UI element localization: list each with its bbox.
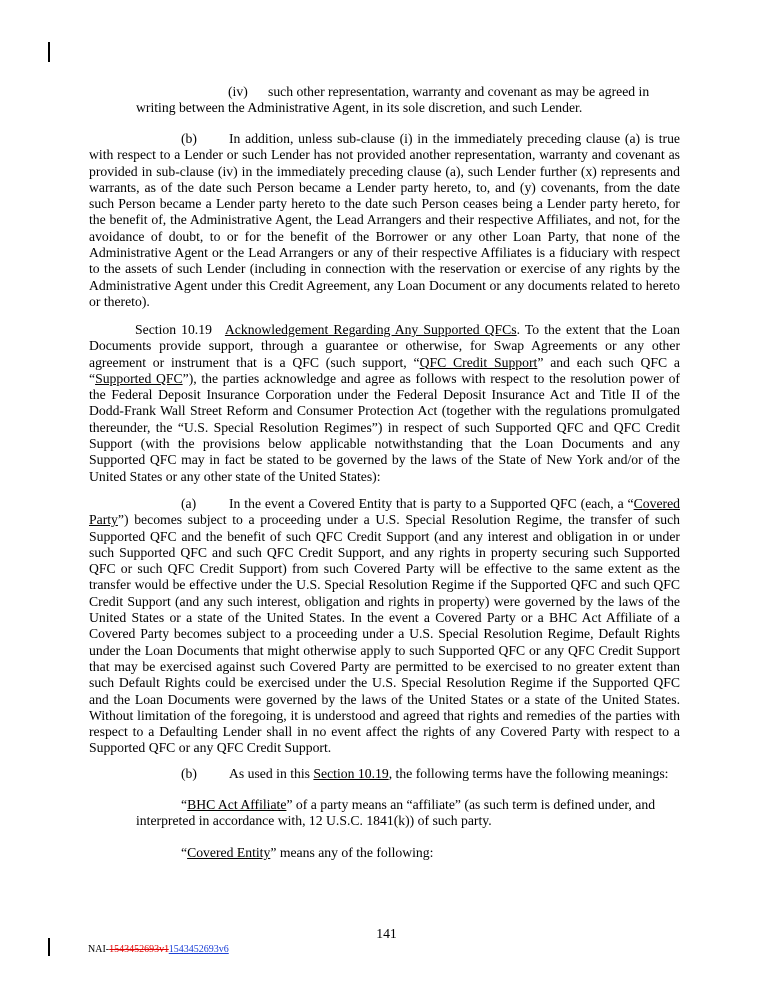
term-covered-party: Covered Party	[89, 496, 680, 528]
clause-iv-line2: writing between the Administrative Agent, in its sole discretion, and such Lender.	[136, 100, 583, 116]
clause-iv	[136, 84, 680, 117]
section-reference: Section 10.19	[313, 766, 389, 781]
section-10-19	[89, 322, 680, 485]
clause-a-text-1: In the event a Covered Entity that is party to a Supported QFC (each, a “	[229, 496, 634, 511]
clause-a	[89, 496, 680, 757]
clause-b2-text-2: , the following terms have the following meanings:	[388, 766, 669, 781]
section-heading: Acknowledgement Regarding Any Supported QFCs	[224, 322, 517, 337]
term-supported-qfc: Supported QFC	[95, 370, 183, 386]
definition-bhc-act-affiliate	[136, 797, 680, 830]
bhc-open-quote: “	[181, 797, 188, 812]
bhc-text-first: ” of a party means an “affiliate” (as such term is defined under, and	[286, 797, 656, 812]
section-text-2: ” and each such QFC a “	[89, 354, 680, 386]
clause-a-text-2: ”) becomes subject to a proceeding under a U.S. Special Resolution Regime, the transfer of such Supported QFC and the benefit of such QFC Credit Support (and any interest and obligation in or under such Supported QFC and such QFC Credit Support, and any rights in property securing such Supported QFC or such QFC Credit Support) from such Covered Party will be effective to the same extent as the transfer would be effective under the U.S. Special Resolution Regime if the Supported QFC and such QFC Credit Support (and any such interest, obligation and rights in property) were governed by the laws of the United States or a state of the United States. In the event a Covered Party or a BHC Act Affiliate of a Covered Party becomes subject to a proceeding under a U.S. Special Resolution Regime, Default Rights under the Loan Documents that might otherwise apply to such Supported QFC or any QFC Credit Support that may be exercised against such Covered Party are permitted to be exercised to no greater extent than such Default Rights could be exercised under the U.S. Special Resolution Regime if the Supported QFC and the Loan Documents were governed by the laws of the United States or a state of the United States. Without limitation of the foregoing, it is understood and agreed that rights and remedies of the parties with respect to a Defaulting Lender shall in no event affect the rights of any Covered Party with respect to a Supported QFC or any QFC Credit Support.	[89, 512, 680, 756]
term-bhc-act-affiliate: BHC Act Affiliate	[187, 797, 287, 812]
section-text-3: ”), the parties acknowledge and agree as follows with respect to the resolution power of the Federal Deposit Insurance Corporation under the Federal Deposit Insurance Act and Title II of the Dodd-Frank Wall Street Reform and Consumer Protection Act (together with the regulations promulgated thereunder, the “U.S. Special Resolution Regimes”) in respect of such Supported QFC and QFC Credit Support (with the provisions below applicable notwithstanding that the Loan Documents and any Supported QFC may in fact be stated to be governed by the laws of the State of New York and/or of the United States or any other state of the United States):	[89, 370, 680, 484]
term-covered-entity: Covered Entity	[187, 845, 271, 860]
document-id-deleted: 1543452693v1	[109, 944, 169, 955]
clause-a-number: (a)	[181, 496, 197, 511]
clause-b2	[89, 766, 680, 782]
covered-open-quote: “	[181, 845, 188, 860]
section-text-1: . To the extent that the Loan Documents provide support, through a guarantee or otherwise, for Swap Agreements or any other agreement or instrument that is a QFC (such support, “	[89, 322, 680, 370]
clause-b	[89, 131, 680, 310]
document-id-inserted: 1543452693v6	[168, 944, 229, 955]
clause-iv-number: (iv)	[228, 84, 248, 99]
clause-b2-text-1: As used in this	[229, 766, 314, 781]
covered-text: ” means any of the following:	[270, 845, 434, 860]
document-id-prefix: NAI-	[88, 944, 110, 955]
change-bar-top	[48, 42, 50, 62]
term-qfc-credit-support: QFC Credit Support	[419, 354, 538, 370]
definition-covered-entity	[136, 845, 680, 861]
clause-b-number: (b)	[181, 131, 197, 146]
bhc-text-second: interpreted in accordance with, 12 U.S.C. 1841(k)) of such party.	[136, 813, 492, 829]
clause-b2-number: (b)	[181, 766, 197, 781]
document-id	[88, 944, 229, 955]
clause-b-text-first: In addition, unless sub-clause (i) in the immediately preceding clause (a) is true	[229, 131, 680, 146]
clause-b-text-rest: with respect to a Lender or such Lender has not provided another representation, warranty and covenant as provided in sub-clause (iv) in the immediately preceding clause (a), such Lender further (x) represents and warrants, as of the date such Person became a Lender party hereto, to, and (y) covenants, from the date such Person became a Lender party hereto to the date such Person ceases being a Lender party hereto, for the benefit of, the Administrative Agent, the Lead Arrangers and their respective Affiliates, and not, for the avoidance of doubt, to or for the benefit of the Borrower or any other Loan Party, that none of the Administrative Agent or the Lead Arrangers or any of their respective Affiliates is a fiduciary with respect to the assets of such Lender (including in connection with the reservation or exercise of any rights by the Administrative Agent under this Credit Agreement, any Loan Document or any documents related to hereto or thereto).	[89, 147, 680, 309]
section-number: Section 10.19	[135, 322, 212, 337]
page-number: 141	[376, 926, 397, 941]
clause-iv-line1: such other representation, warranty and covenant as may be agreed in	[268, 84, 650, 99]
